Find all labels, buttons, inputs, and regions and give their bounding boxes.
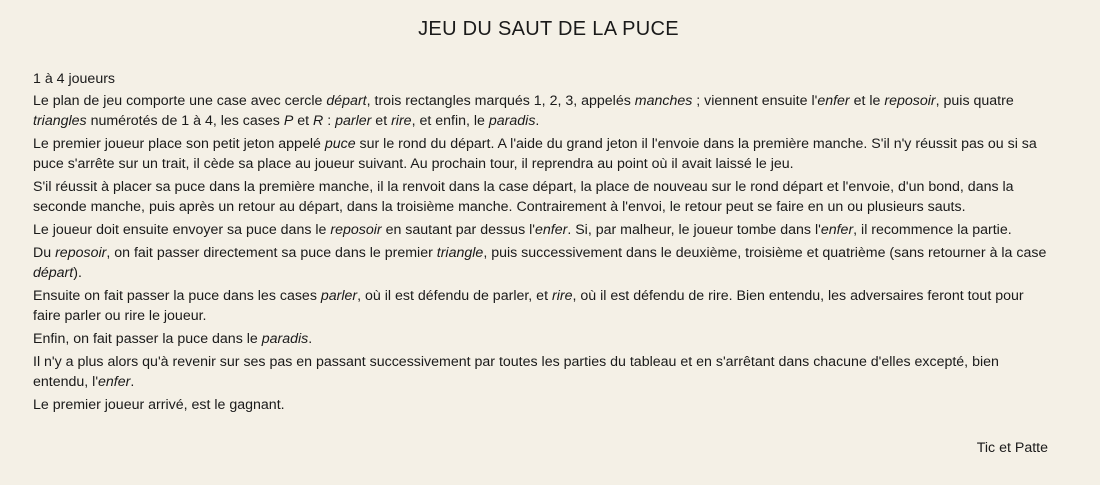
italic-term: parler xyxy=(335,113,372,129)
text-run: . xyxy=(130,374,135,390)
text-run: , il recommence la partie. xyxy=(853,222,1012,238)
text-run: sur le rond du départ. A l'aide du grand jeton il l'envoie dans la première manche. S'il n'y réussit pas ou si sa puce s'arrête sur un trait, il cède sa place au joueur suivant. Au prochain tour, il reprendra au point où il avait laissé le jeu. xyxy=(33,136,1037,172)
italic-term: enfer xyxy=(817,93,850,109)
text-run: , on fait passer directement sa puce dans le premier xyxy=(106,245,437,261)
italic-term: enfer xyxy=(534,222,568,238)
text-run: numérotés de 1 à 4, les cases xyxy=(86,113,284,129)
rule-paragraph xyxy=(33,395,1054,415)
italic-term: puce xyxy=(324,136,356,152)
italic-term: R xyxy=(313,113,324,129)
text-run: Le premier joueur place son petit jeton appelé xyxy=(33,136,325,152)
text-run: , puis quatre xyxy=(935,93,1014,109)
italic-term: départ xyxy=(326,93,367,109)
italic-term: parler xyxy=(320,288,358,304)
italic-term: enfer xyxy=(820,222,854,238)
text-run: Le plan de jeu comporte une case avec cercle xyxy=(33,93,327,109)
text-run: Enfin, on fait passer la puce dans le xyxy=(33,331,262,347)
rule-paragraph xyxy=(33,177,1054,217)
page-title: JEU DU SAUT DE LA PUCE xyxy=(418,18,679,40)
italic-term: reposoir xyxy=(330,222,382,238)
italic-term: rire xyxy=(391,113,412,129)
text-run: Le joueur doit ensuite envoyer sa puce dans le xyxy=(33,222,331,238)
rule-paragraph xyxy=(33,329,1054,349)
text-run: , trois rectangles marqués 1, 2, 3, appelés xyxy=(366,93,635,109)
text-run: . xyxy=(535,113,540,129)
players-count: 1 à 4 joueurs xyxy=(33,71,116,87)
text-run: Ensuite on fait passer la puce dans les cases xyxy=(33,288,321,304)
text-run: : xyxy=(323,113,336,129)
text-run: , où il est défendu de parler, et xyxy=(357,288,552,304)
italic-term: manches xyxy=(634,93,693,109)
italic-term: enfer xyxy=(98,374,131,390)
text-run: . Si, par malheur, le joueur tombe dans l' xyxy=(567,222,821,238)
rule-paragraph xyxy=(33,220,1054,240)
rules-body xyxy=(33,91,1054,415)
text-run: ; viennent ensuite l' xyxy=(692,93,818,109)
italic-term: paradis xyxy=(488,113,536,129)
text-run: , puis successivement dans le deuxième, troisième et quatrième (sans retourner à la case xyxy=(483,245,1047,261)
rule-paragraph xyxy=(33,352,1054,392)
italic-term: départ xyxy=(33,265,74,281)
rule-paragraph xyxy=(33,243,1054,283)
text-run: . xyxy=(308,331,313,347)
italic-term: reposoir xyxy=(884,93,936,109)
italic-term: triangle xyxy=(436,245,484,261)
italic-term: P xyxy=(283,113,294,129)
italic-term: triangles xyxy=(33,113,87,129)
italic-term: paradis xyxy=(261,331,309,347)
text-run: et le xyxy=(849,93,885,109)
text-run: en sautant par dessus l' xyxy=(381,222,535,238)
text-run: , et enfin, le xyxy=(411,113,489,129)
text-run: , où il est défendu de rire. Bien entendu, les adversaires feront tout pour faire parler ou rire le joueur. xyxy=(33,288,1024,324)
rule-paragraph xyxy=(33,134,1054,174)
text-run: Du xyxy=(33,245,56,261)
italic-term: reposoir xyxy=(55,245,107,261)
italic-term: rire xyxy=(551,288,573,304)
text-run: S'il réussit à placer sa puce dans la première manche, il la renvoit dans la case départ, la place de nouveau sur le rond départ et l'envoie, d'un bond, dans la seconde manche, puis après un retour au départ, dans la troisième manche. Contrairement à l'envoi, le retour peut se faire en un ou plusieurs sauts. xyxy=(33,179,1014,215)
signature: Tic et Patte xyxy=(976,440,1048,456)
text-run: Il n'y a plus alors qu'à revenir sur ses pas en passant successivement par toutes les parties du tableau et en s'arrêtant dans chacune d'elles excepté, bien entendu, l' xyxy=(33,354,999,390)
text-run: et xyxy=(371,113,392,129)
text-run: ). xyxy=(73,265,82,281)
rule-paragraph xyxy=(33,286,1054,326)
text-run: et xyxy=(293,113,313,129)
text-run: Le premier joueur arrivé, est le gagnant. xyxy=(33,397,285,413)
rule-paragraph xyxy=(33,91,1054,131)
